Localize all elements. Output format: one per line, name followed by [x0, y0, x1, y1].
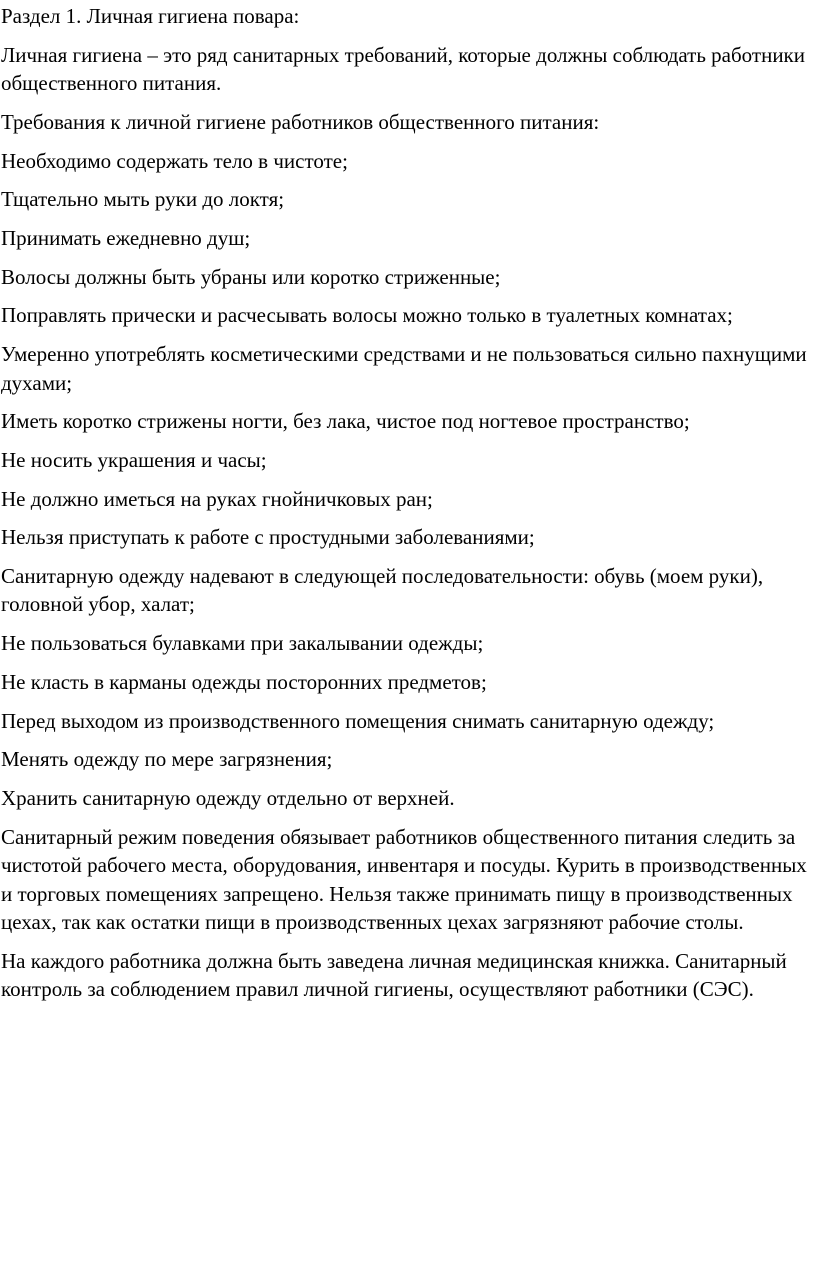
- requirement-item: Не класть в карманы одежды посторонних предметов;: [1, 669, 487, 694]
- requirement-item: Не пользоваться булавками при закалывании одежды;: [1, 631, 484, 656]
- requirements-intro: Требования к личной гигиене работников общественного питания:: [1, 109, 600, 134]
- definition-paragraph: Личная гигиена – это ряд санитарных требований, которые должны соблюдать работники общественного питания.: [1, 42, 805, 96]
- sanitary-regime-paragraph: Санитарный режим поведения обязывает работников общественного питания следить за чистотой рабочего места, оборудования, инвентаря и посуды. Курить в производственных и торговых помещениях запрещено. Нельзя также принимать пищу в производственных цехах, так как остатки пищи в производственных цехах загрязняют рабочие столы.: [1, 824, 807, 935]
- requirement-item: Санитарную одежду надевают в следующей последовательности: обувь (моем руки), головной убор, халат;: [1, 563, 764, 617]
- requirement-item: Принимать ежедневно душ;: [1, 225, 251, 250]
- requirement-item: Поправлять прически и расчесывать волосы можно только в туалетных комнатах;: [1, 303, 733, 328]
- section-heading: Раздел 1. Личная гигиена повара:: [1, 4, 300, 28]
- requirement-item: Иметь коротко стрижены ногти, без лака, чистое под ногтевое пространство;: [1, 409, 690, 434]
- requirement-item: Волосы должны быть убраны или коротко стриженные;: [1, 264, 501, 289]
- requirement-item: Не должно иметься на руках гнойничковых ран;: [1, 486, 433, 511]
- requirement-item: Не носить украшения и часы;: [1, 447, 267, 472]
- requirement-item: Хранить санитарную одежду отдельно от верхней.: [1, 785, 455, 810]
- requirement-item: Нельзя приступать к работе с простудными заболеваниями;: [1, 525, 535, 550]
- requirement-item: Тщательно мыть руки до локтя;: [1, 187, 285, 212]
- requirement-item: Менять одежду по мере загрязнения;: [1, 747, 333, 772]
- requirement-item: Перед выходом из производственного помещения снимать санитарную одежду;: [1, 708, 715, 733]
- medical-book-paragraph: На каждого работника должна быть заведена личная медицинская книжка. Санитарный контроль за соблюдением правил личной гигиены, осуществляют работники (СЭС).: [1, 948, 787, 1002]
- requirement-item: Необходимо содержать тело в чистоте;: [1, 148, 348, 173]
- requirement-item: Умеренно употреблять косметическими средствами и не пользоваться сильно пахнущими духами;: [1, 342, 807, 395]
